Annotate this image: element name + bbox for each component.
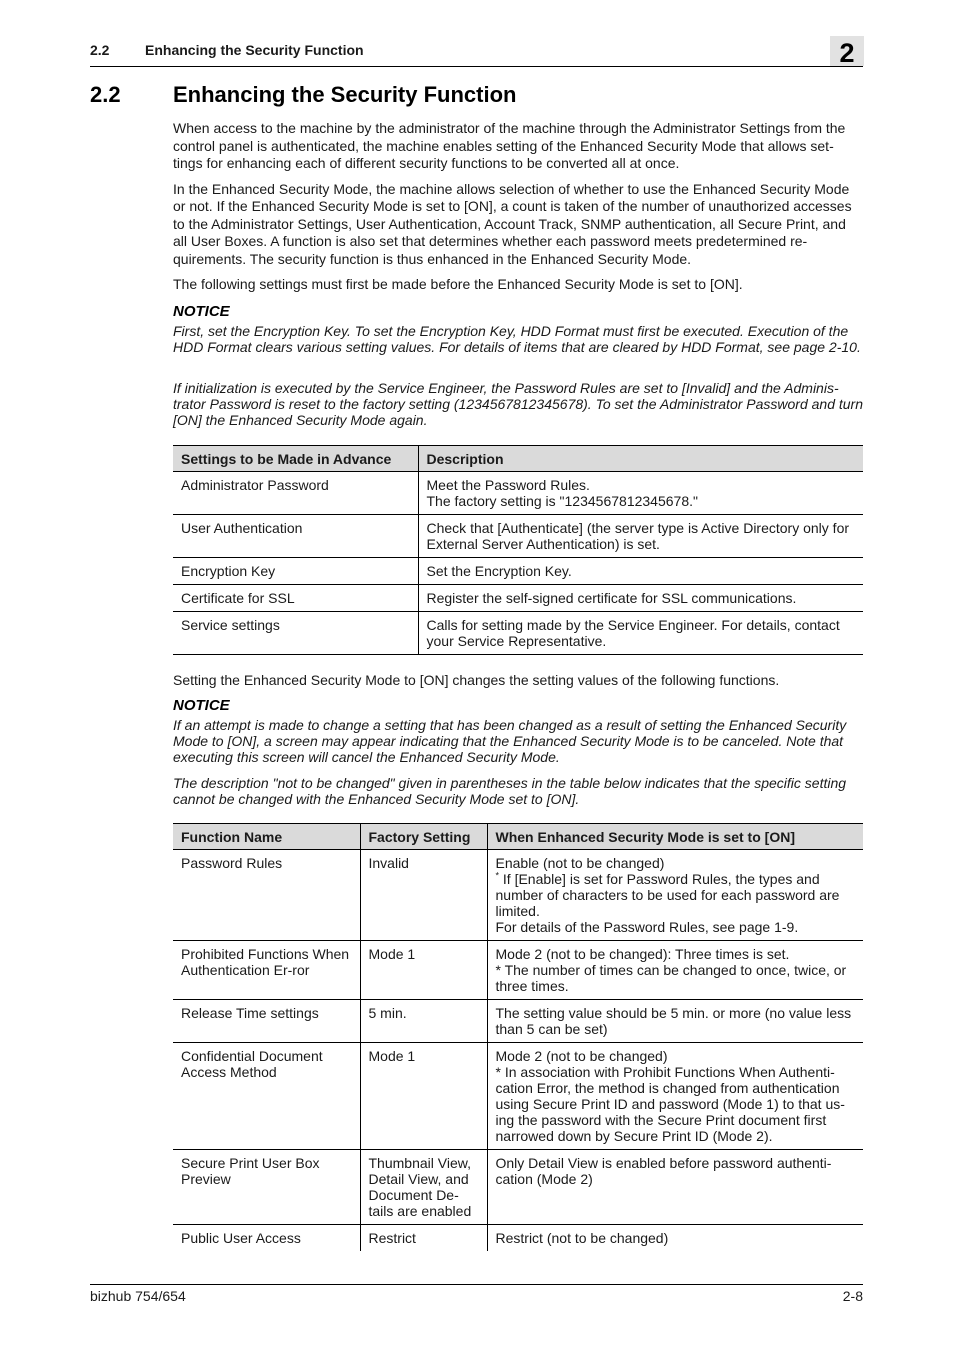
table-row — [173, 612, 863, 655]
chapter-badge: 2 — [830, 36, 864, 66]
cell-line: Enable (not to be changed) — [495, 855, 665, 871]
paragraph: The following settings must first be made before the Enhanced Security Mode is set to [ON]. — [173, 276, 743, 292]
table-cell: Only Detail View is enabled before password authenti-cation (Mode 2) — [487, 1150, 863, 1225]
table-cell: Certificate for SSL — [173, 585, 418, 612]
cell-line: For details of the Password Rules, see page 1-9. — [495, 919, 799, 935]
cell-line: Mode 2 (not to be changed): Three times is set. — [495, 946, 790, 962]
intro-text — [173, 120, 863, 294]
table-cell: User Authentication — [173, 515, 418, 558]
table-cell: Encryption Key — [173, 558, 418, 585]
table-cell — [487, 1043, 863, 1150]
notice-label: NOTICE — [173, 697, 230, 714]
table-cell: Confidential Document Access Method — [173, 1043, 360, 1150]
table-cell: Prohibited Functions When Authentication Er-ror — [173, 941, 360, 1000]
table-cell: Administrator Password — [173, 472, 418, 515]
header-section-title: Enhancing the Security Function — [145, 42, 364, 58]
table-cell: Thumbnail View, Detail View, and Document De-tails are enabled — [360, 1150, 487, 1225]
table-cell: Password Rules — [173, 850, 360, 941]
table-row — [173, 1000, 863, 1043]
table-cell: Public User Access — [181, 1230, 301, 1246]
notice-text: If an attempt is made to change a setting that has been changed as a result of setting the Enhanced Security Mode to [ON], a screen may appear indicating that the Enhanced Security Mode is to be canceled. Note that executing this screen will cancel the Enhanced Security Mode. — [173, 717, 847, 765]
notice-text: If initialization is executed by the Service Engineer, the Password Rules are set to [Invalid] and the Adminis-trator Password is reset to the factory setting (1234567812345678). To set the Administrator Password and turn [ON] the Enhanced Security Mode again. — [173, 380, 864, 428]
table-cell: Mode 1 — [360, 941, 487, 1000]
table-cell: Check that [Authenticate] (the server type is Active Directory only for External Server Authentication) is set. — [418, 515, 863, 558]
column-header: Settings to be Made in Advance — [173, 446, 418, 472]
table-cell: Secure Print User Box Preview — [173, 1150, 360, 1225]
enhanced-mode-functions-table — [173, 823, 863, 1251]
table-cell: 5 min. — [360, 1000, 487, 1043]
table-cell: Restrict — [360, 1225, 487, 1252]
table-cell: Set the Encryption Key. — [418, 558, 863, 585]
table-row — [173, 585, 863, 612]
table-row — [173, 941, 863, 1000]
table-cell: Mode 1 — [360, 1043, 487, 1150]
column-header: Factory Setting — [360, 824, 487, 850]
table-cell — [487, 941, 863, 1000]
cell-line: * In association with Prohibit Functions When Authenti-cation Error, the method is changed from authentication using Secure Print ID and password (Mode 1) to that us-ing the password with the Secure Print document first narrowed down by Secure Print ID (Mode 2). — [495, 1064, 845, 1144]
page-title-number: 2.2 — [90, 82, 121, 107]
footer-product: bizhub 754/654 — [90, 1288, 186, 1304]
running-header — [90, 42, 863, 67]
cell-line: Mode 2 (not to be changed) — [495, 1048, 668, 1064]
notice-text: The description "not to be changed" given in parentheses in the table below indicates that the specific setting cannot be changed with the Enhanced Security Mode set to [ON]. — [173, 775, 847, 807]
table-row — [173, 1043, 863, 1150]
paragraph: When access to the machine by the administrator of the machine through the Administrator Settings from the control panel is authenticated, the machine enables setting of the Enhanced Security Mode that allows set-tings for enhancing each of different security functions to be converted all at once. — [173, 120, 846, 171]
table-cell: Invalid — [360, 850, 487, 941]
table-cell — [418, 472, 863, 515]
page-number: 2-8 — [842, 1288, 863, 1304]
table-row — [173, 472, 863, 515]
table-cell: Calls for setting made by the Service Engineer. For details, contact your Service Representative. — [418, 612, 863, 655]
footnote-marker: * — [495, 870, 500, 881]
column-header: Description — [418, 446, 863, 472]
table-cell: Restrict (not to be changed) — [487, 1225, 863, 1252]
cell-line: The factory setting is "1234567812345678." — [426, 493, 698, 509]
table-cell — [487, 850, 863, 941]
header-section-number: 2.2 — [90, 42, 110, 58]
table-row — [173, 1225, 863, 1252]
table-cell: Register the self-signed certificate for SSL communications. — [418, 585, 863, 612]
table-row — [173, 515, 863, 558]
column-header: Function Name — [173, 824, 360, 850]
table-cell: The setting value should be 5 min. or more (no value less than 5 can be set) — [487, 1000, 863, 1043]
page-title — [90, 82, 516, 108]
table-header-row — [173, 824, 863, 850]
notice-label: NOTICE — [173, 303, 230, 320]
cell-line: Meet the Password Rules. — [426, 477, 590, 493]
cell-line — [496, 871, 856, 919]
table-header-row — [173, 446, 863, 472]
cell-line: * The number of times can be changed to once, twice, or three times. — [495, 962, 847, 994]
advance-settings-table — [173, 445, 863, 655]
table-cell: Service settings — [173, 612, 418, 655]
table-row — [173, 850, 863, 941]
paragraph: Setting the Enhanced Security Mode to [ON] changes the setting values of the following functions. — [173, 672, 780, 688]
column-header: When Enhanced Security Mode is set to [ON] — [487, 824, 863, 850]
notice-text: First, set the Encryption Key. To set the Encryption Key, HDD Format must first be executed. Execution of the HDD Format clears various setting values. For details of items that are cleared by HDD Format, see page 2-10. — [173, 323, 861, 355]
table-cell: Release Time settings — [173, 1000, 360, 1043]
page-title-text: Enhancing the Security Function — [173, 82, 517, 107]
cell-text: If [Enable] is set for Password Rules, the types and number of characters to be used for each password are limited. — [495, 871, 840, 919]
table-row — [173, 558, 863, 585]
paragraph: In the Enhanced Security Mode, the machine allows selection of whether to use the Enhanced Security Mode or not. If the Enhanced Security Mode is set to [ON], a count is taken of the number of unauthorized accesses to the Administrator Settings, User Authentication, Account Track, SNMP authentication, all Secure Print, and all User Boxes. A function is also set that determines whether each password meets predetermined re-quirements. The security function is thus enhanced in the Enhanced Security Mode. — [173, 180, 852, 267]
table-row — [173, 1150, 863, 1225]
page-footer — [90, 1284, 863, 1304]
